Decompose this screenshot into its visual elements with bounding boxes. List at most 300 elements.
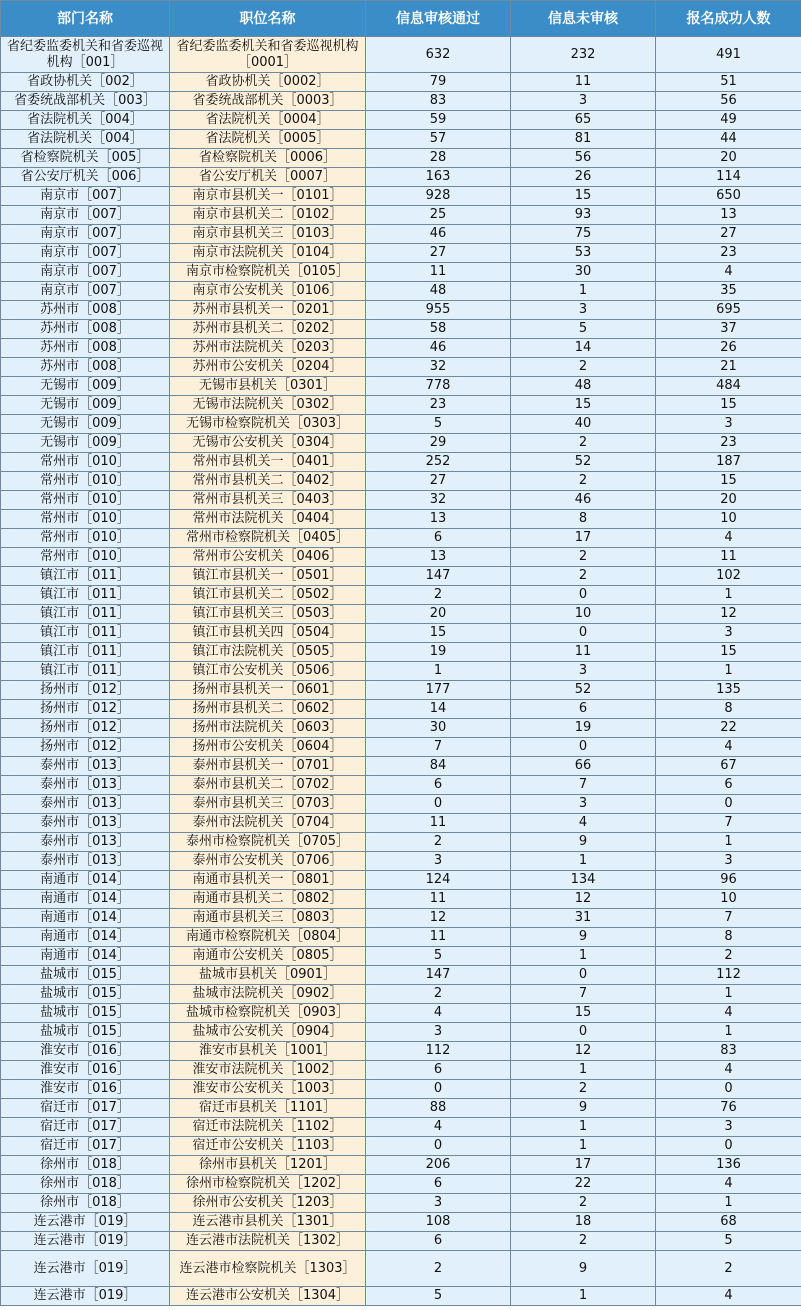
cell-department: 常州市［010］ <box>1 491 170 510</box>
cell-registered: 44 <box>656 130 801 149</box>
header-registered: 报名成功人数 <box>656 1 801 37</box>
cell-unreviewed: 40 <box>511 415 656 434</box>
cell-department: 镇江市［011］ <box>1 605 170 624</box>
cell-unreviewed: 0 <box>511 738 656 757</box>
cell-department: 镇江市［011］ <box>1 643 170 662</box>
cell-unreviewed: 4 <box>511 814 656 833</box>
table-row <box>1 187 801 206</box>
cell-position: 常州市县机关二［0402］ <box>170 472 366 491</box>
cell-position: 南通市公安机关［0805］ <box>170 947 366 966</box>
cell-unreviewed: 2 <box>511 1232 656 1251</box>
cell-approved: 6 <box>366 776 511 795</box>
cell-unreviewed: 8 <box>511 510 656 529</box>
cell-approved: 32 <box>366 358 511 377</box>
cell-registered: 3 <box>656 624 801 643</box>
cell-department: 南京市［007］ <box>1 225 170 244</box>
cell-department: 南通市［014］ <box>1 947 170 966</box>
cell-registered: 0 <box>656 795 801 814</box>
table-row <box>1 396 801 415</box>
cell-registered: 7 <box>656 909 801 928</box>
cell-department: 扬州市［012］ <box>1 681 170 700</box>
cell-department: 南京市［007］ <box>1 282 170 301</box>
table-row <box>1 909 801 928</box>
cell-unreviewed: 1 <box>511 282 656 301</box>
cell-position: 常州市县机关一［0401］ <box>170 453 366 472</box>
table-row <box>1 1023 801 1042</box>
cell-position: 盐城市检察院机关［0903］ <box>170 1004 366 1023</box>
cell-department: 盐城市［015］ <box>1 966 170 985</box>
cell-position: 扬州市县机关二［0602］ <box>170 700 366 719</box>
cell-approved: 29 <box>366 434 511 453</box>
cell-unreviewed: 11 <box>511 643 656 662</box>
cell-approved: 5 <box>366 947 511 966</box>
cell-position: 淮安市县机关［1001］ <box>170 1042 366 1061</box>
cell-approved: 0 <box>366 1137 511 1156</box>
cell-approved: 5 <box>366 1287 511 1306</box>
cell-unreviewed: 26 <box>511 168 656 187</box>
cell-approved: 28 <box>366 149 511 168</box>
cell-unreviewed: 3 <box>511 795 656 814</box>
table-row <box>1 719 801 738</box>
cell-unreviewed: 52 <box>511 453 656 472</box>
table-row <box>1 966 801 985</box>
cell-approved: 3 <box>366 852 511 871</box>
cell-registered: 491 <box>656 37 801 73</box>
cell-position: 省法院机关［0005］ <box>170 130 366 149</box>
cell-unreviewed: 1 <box>511 1118 656 1137</box>
cell-position: 盐城市县机关［0901］ <box>170 966 366 985</box>
cell-registered: 8 <box>656 700 801 719</box>
cell-registered: 135 <box>656 681 801 700</box>
table-row <box>1 928 801 947</box>
cell-position: 泰州市县机关一［0701］ <box>170 757 366 776</box>
table-row <box>1 434 801 453</box>
cell-department: 省公安厅机关［006］ <box>1 168 170 187</box>
table-row <box>1 852 801 871</box>
cell-department: 省检察院机关［005］ <box>1 149 170 168</box>
table-row <box>1 529 801 548</box>
cell-approved: 5 <box>366 415 511 434</box>
cell-unreviewed: 75 <box>511 225 656 244</box>
cell-position: 徐州市检察院机关［1202］ <box>170 1175 366 1194</box>
cell-department: 南京市［007］ <box>1 206 170 225</box>
cell-registered: 3 <box>656 852 801 871</box>
cell-unreviewed: 14 <box>511 339 656 358</box>
table-row <box>1 757 801 776</box>
table-row <box>1 377 801 396</box>
cell-position: 省法院机关［0004］ <box>170 111 366 130</box>
cell-registered: 22 <box>656 719 801 738</box>
cell-unreviewed: 7 <box>511 776 656 795</box>
table-row <box>1 37 801 73</box>
cell-unreviewed: 2 <box>511 567 656 586</box>
cell-position: 南通市县机关二［0802］ <box>170 890 366 909</box>
cell-department: 泰州市［013］ <box>1 833 170 852</box>
cell-approved: 6 <box>366 1061 511 1080</box>
cell-registered: 13 <box>656 206 801 225</box>
cell-registered: 67 <box>656 757 801 776</box>
table-row <box>1 624 801 643</box>
cell-position: 扬州市法院机关［0603］ <box>170 719 366 738</box>
table-row <box>1 130 801 149</box>
cell-approved: 88 <box>366 1099 511 1118</box>
cell-position: 苏州市法院机关［0203］ <box>170 339 366 358</box>
cell-unreviewed: 1 <box>511 1137 656 1156</box>
cell-unreviewed: 0 <box>511 966 656 985</box>
cell-registered: 21 <box>656 358 801 377</box>
cell-department: 泰州市［013］ <box>1 795 170 814</box>
cell-registered: 1 <box>656 833 801 852</box>
cell-approved: 112 <box>366 1042 511 1061</box>
cell-approved: 124 <box>366 871 511 890</box>
cell-position: 连云港市法院机关［1302］ <box>170 1232 366 1251</box>
cell-registered: 4 <box>656 1061 801 1080</box>
cell-approved: 83 <box>366 92 511 111</box>
table-row <box>1 605 801 624</box>
cell-unreviewed: 9 <box>511 928 656 947</box>
cell-unreviewed: 134 <box>511 871 656 890</box>
table-row <box>1 358 801 377</box>
table-row <box>1 795 801 814</box>
table-row <box>1 890 801 909</box>
table-row <box>1 415 801 434</box>
cell-approved: 79 <box>366 73 511 92</box>
cell-unreviewed: 2 <box>511 434 656 453</box>
cell-unreviewed: 7 <box>511 985 656 1004</box>
cell-department: 省法院机关［004］ <box>1 130 170 149</box>
cell-position: 泰州市检察院机关［0705］ <box>170 833 366 852</box>
cell-position: 淮安市公安机关［1003］ <box>170 1080 366 1099</box>
cell-approved: 11 <box>366 928 511 947</box>
cell-approved: 147 <box>366 567 511 586</box>
table-row <box>1 149 801 168</box>
cell-unreviewed: 10 <box>511 605 656 624</box>
cell-department: 扬州市［012］ <box>1 738 170 757</box>
table-row <box>1 244 801 263</box>
cell-position: 徐州市县机关［1201］ <box>170 1156 366 1175</box>
table-row <box>1 814 801 833</box>
cell-department: 苏州市［008］ <box>1 339 170 358</box>
cell-unreviewed: 52 <box>511 681 656 700</box>
cell-department: 常州市［010］ <box>1 529 170 548</box>
cell-registered: 49 <box>656 111 801 130</box>
cell-registered: 56 <box>656 92 801 111</box>
cell-registered: 2 <box>656 947 801 966</box>
cell-registered: 15 <box>656 472 801 491</box>
cell-unreviewed: 9 <box>511 1099 656 1118</box>
cell-registered: 11 <box>656 548 801 567</box>
cell-approved: 27 <box>366 244 511 263</box>
cell-department: 镇江市［011］ <box>1 567 170 586</box>
cell-department: 连云港市［019］ <box>1 1232 170 1251</box>
cell-approved: 6 <box>366 1175 511 1194</box>
cell-department: 盐城市［015］ <box>1 1023 170 1042</box>
cell-registered: 76 <box>656 1099 801 1118</box>
cell-position: 无锡市县机关［0301］ <box>170 377 366 396</box>
cell-unreviewed: 17 <box>511 1156 656 1175</box>
cell-unreviewed: 1 <box>511 947 656 966</box>
cell-registered: 4 <box>656 738 801 757</box>
cell-unreviewed: 15 <box>511 1004 656 1023</box>
cell-unreviewed: 22 <box>511 1175 656 1194</box>
cell-unreviewed: 12 <box>511 890 656 909</box>
table-row <box>1 1287 801 1306</box>
cell-department: 徐州市［018］ <box>1 1194 170 1213</box>
cell-department: 连云港市［019］ <box>1 1251 170 1287</box>
table-row <box>1 681 801 700</box>
table-row <box>1 738 801 757</box>
cell-position: 南通市县机关一［0801］ <box>170 871 366 890</box>
cell-registered: 484 <box>656 377 801 396</box>
cell-department: 无锡市［009］ <box>1 415 170 434</box>
cell-position: 镇江市县机关二［0502］ <box>170 586 366 605</box>
table-row <box>1 1099 801 1118</box>
cell-position: 省政协机关［0002］ <box>170 73 366 92</box>
header-row <box>1 1 801 37</box>
cell-approved: 57 <box>366 130 511 149</box>
cell-department: 南通市［014］ <box>1 871 170 890</box>
cell-unreviewed: 30 <box>511 263 656 282</box>
cell-department: 镇江市［011］ <box>1 586 170 605</box>
table-row <box>1 1080 801 1099</box>
cell-registered: 2 <box>656 1251 801 1287</box>
cell-registered: 51 <box>656 73 801 92</box>
cell-position: 盐城市法院机关［0902］ <box>170 985 366 1004</box>
cell-approved: 778 <box>366 377 511 396</box>
cell-department: 常州市［010］ <box>1 472 170 491</box>
cell-unreviewed: 2 <box>511 1194 656 1213</box>
cell-registered: 15 <box>656 396 801 415</box>
cell-approved: 11 <box>366 263 511 282</box>
cell-approved: 13 <box>366 548 511 567</box>
cell-approved: 19 <box>366 643 511 662</box>
cell-approved: 632 <box>366 37 511 73</box>
cell-approved: 252 <box>366 453 511 472</box>
cell-registered: 136 <box>656 1156 801 1175</box>
table-row <box>1 833 801 852</box>
table-row <box>1 1194 801 1213</box>
cell-position: 省公安厅机关［0007］ <box>170 168 366 187</box>
cell-department: 宿迁市［017］ <box>1 1099 170 1118</box>
cell-approved: 2 <box>366 985 511 1004</box>
cell-registered: 1 <box>656 662 801 681</box>
table-row <box>1 453 801 472</box>
cell-unreviewed: 19 <box>511 719 656 738</box>
cell-department: 无锡市［009］ <box>1 377 170 396</box>
cell-position: 扬州市县机关一［0601］ <box>170 681 366 700</box>
cell-department: 连云港市［019］ <box>1 1213 170 1232</box>
cell-department: 徐州市［018］ <box>1 1156 170 1175</box>
cell-registered: 37 <box>656 320 801 339</box>
cell-approved: 25 <box>366 206 511 225</box>
cell-approved: 6 <box>366 1232 511 1251</box>
cell-department: 南通市［014］ <box>1 928 170 947</box>
cell-registered: 3 <box>656 415 801 434</box>
cell-unreviewed: 66 <box>511 757 656 776</box>
table-body <box>1 37 801 1306</box>
cell-registered: 1 <box>656 985 801 1004</box>
cell-approved: 13 <box>366 510 511 529</box>
cell-approved: 46 <box>366 339 511 358</box>
cell-registered: 68 <box>656 1213 801 1232</box>
cell-unreviewed: 17 <box>511 529 656 548</box>
cell-unreviewed: 56 <box>511 149 656 168</box>
cell-department: 省法院机关［004］ <box>1 111 170 130</box>
cell-approved: 2 <box>366 586 511 605</box>
cell-registered: 114 <box>656 168 801 187</box>
cell-approved: 11 <box>366 890 511 909</box>
cell-registered: 96 <box>656 871 801 890</box>
cell-position: 连云港市公安机关［1304］ <box>170 1287 366 1306</box>
cell-approved: 108 <box>366 1213 511 1232</box>
cell-approved: 30 <box>366 719 511 738</box>
table-row <box>1 1004 801 1023</box>
cell-unreviewed: 15 <box>511 187 656 206</box>
cell-approved: 46 <box>366 225 511 244</box>
cell-approved: 20 <box>366 605 511 624</box>
cell-registered: 26 <box>656 339 801 358</box>
cell-approved: 0 <box>366 1080 511 1099</box>
cell-approved: 2 <box>366 833 511 852</box>
cell-unreviewed: 15 <box>511 396 656 415</box>
cell-department: 镇江市［011］ <box>1 662 170 681</box>
cell-department: 扬州市［012］ <box>1 719 170 738</box>
cell-position: 苏州市县机关一［0201］ <box>170 301 366 320</box>
cell-department: 省纪委监委机关和省委巡视机构［001］ <box>1 37 170 73</box>
cell-registered: 112 <box>656 966 801 985</box>
cell-department: 淮安市［016］ <box>1 1042 170 1061</box>
table-row <box>1 206 801 225</box>
cell-position: 扬州市公安机关［0604］ <box>170 738 366 757</box>
cell-registered: 3 <box>656 1118 801 1137</box>
cell-department: 南通市［014］ <box>1 909 170 928</box>
cell-unreviewed: 5 <box>511 320 656 339</box>
cell-registered: 6 <box>656 776 801 795</box>
cell-position: 南京市县机关二［0102］ <box>170 206 366 225</box>
cell-department: 苏州市［008］ <box>1 358 170 377</box>
table-row <box>1 662 801 681</box>
cell-department: 盐城市［015］ <box>1 985 170 1004</box>
cell-position: 省检察院机关［0006］ <box>170 149 366 168</box>
cell-registered: 12 <box>656 605 801 624</box>
cell-department: 镇江市［011］ <box>1 624 170 643</box>
cell-approved: 3 <box>366 1023 511 1042</box>
table-row <box>1 1232 801 1251</box>
cell-approved: 7 <box>366 738 511 757</box>
cell-registered: 8 <box>656 928 801 947</box>
table-row <box>1 947 801 966</box>
cell-registered: 5 <box>656 1232 801 1251</box>
cell-approved: 177 <box>366 681 511 700</box>
table-row <box>1 92 801 111</box>
table-row <box>1 472 801 491</box>
cell-department: 徐州市［018］ <box>1 1175 170 1194</box>
cell-department: 扬州市［012］ <box>1 700 170 719</box>
cell-unreviewed: 232 <box>511 37 656 73</box>
cell-approved: 206 <box>366 1156 511 1175</box>
cell-position: 省委统战部机关［0003］ <box>170 92 366 111</box>
table-row <box>1 510 801 529</box>
cell-unreviewed: 31 <box>511 909 656 928</box>
cell-position: 泰州市县机关三［0703］ <box>170 795 366 814</box>
cell-registered: 4 <box>656 1004 801 1023</box>
cell-department: 宿迁市［017］ <box>1 1118 170 1137</box>
cell-unreviewed: 3 <box>511 301 656 320</box>
cell-position: 常州市检察院机关［0405］ <box>170 529 366 548</box>
cell-approved: 4 <box>366 1118 511 1137</box>
cell-approved: 928 <box>366 187 511 206</box>
cell-department: 泰州市［013］ <box>1 757 170 776</box>
table-row <box>1 225 801 244</box>
cell-department: 常州市［010］ <box>1 548 170 567</box>
table-row <box>1 776 801 795</box>
cell-registered: 15 <box>656 643 801 662</box>
cell-unreviewed: 1 <box>511 852 656 871</box>
cell-registered: 1 <box>656 586 801 605</box>
cell-position: 常州市法院机关［0404］ <box>170 510 366 529</box>
cell-unreviewed: 2 <box>511 1080 656 1099</box>
cell-registered: 4 <box>656 529 801 548</box>
table-row <box>1 1213 801 1232</box>
table-row <box>1 1156 801 1175</box>
cell-position: 泰州市县机关二［0702］ <box>170 776 366 795</box>
cell-department: 苏州市［008］ <box>1 301 170 320</box>
cell-registered: 23 <box>656 244 801 263</box>
cell-position: 连云港市检察院机关［1303］ <box>170 1251 366 1287</box>
table-row <box>1 339 801 358</box>
cell-department: 南京市［007］ <box>1 244 170 263</box>
cell-approved: 6 <box>366 529 511 548</box>
cell-registered: 4 <box>656 1175 801 1194</box>
table-row <box>1 491 801 510</box>
cell-position: 淮安市法院机关［1002］ <box>170 1061 366 1080</box>
cell-position: 常州市县机关三［0403］ <box>170 491 366 510</box>
cell-registered: 83 <box>656 1042 801 1061</box>
cell-position: 无锡市检察院机关［0303］ <box>170 415 366 434</box>
cell-department: 盐城市［015］ <box>1 1004 170 1023</box>
cell-approved: 15 <box>366 624 511 643</box>
cell-position: 泰州市法院机关［0704］ <box>170 814 366 833</box>
cell-approved: 32 <box>366 491 511 510</box>
cell-unreviewed: 11 <box>511 73 656 92</box>
cell-approved: 3 <box>366 1194 511 1213</box>
table-row <box>1 168 801 187</box>
cell-approved: 11 <box>366 814 511 833</box>
table-row <box>1 567 801 586</box>
cell-position: 南通市县机关三［0803］ <box>170 909 366 928</box>
cell-registered: 4 <box>656 1287 801 1306</box>
table-row <box>1 73 801 92</box>
cell-unreviewed: 2 <box>511 358 656 377</box>
cell-unreviewed: 2 <box>511 472 656 491</box>
cell-registered: 0 <box>656 1137 801 1156</box>
cell-unreviewed: 18 <box>511 1213 656 1232</box>
cell-registered: 650 <box>656 187 801 206</box>
cell-department: 省委统战部机关［003］ <box>1 92 170 111</box>
cell-unreviewed: 12 <box>511 1042 656 1061</box>
cell-position: 南京市公安机关［0106］ <box>170 282 366 301</box>
cell-approved: 0 <box>366 795 511 814</box>
cell-position: 镇江市县机关三［0503］ <box>170 605 366 624</box>
cell-position: 镇江市县机关一［0501］ <box>170 567 366 586</box>
cell-approved: 23 <box>366 396 511 415</box>
table-row <box>1 111 801 130</box>
cell-position: 盐城市公安机关［0904］ <box>170 1023 366 1042</box>
cell-department: 无锡市［009］ <box>1 396 170 415</box>
cell-position: 镇江市公安机关［0506］ <box>170 662 366 681</box>
cell-registered: 20 <box>656 149 801 168</box>
table-row <box>1 282 801 301</box>
